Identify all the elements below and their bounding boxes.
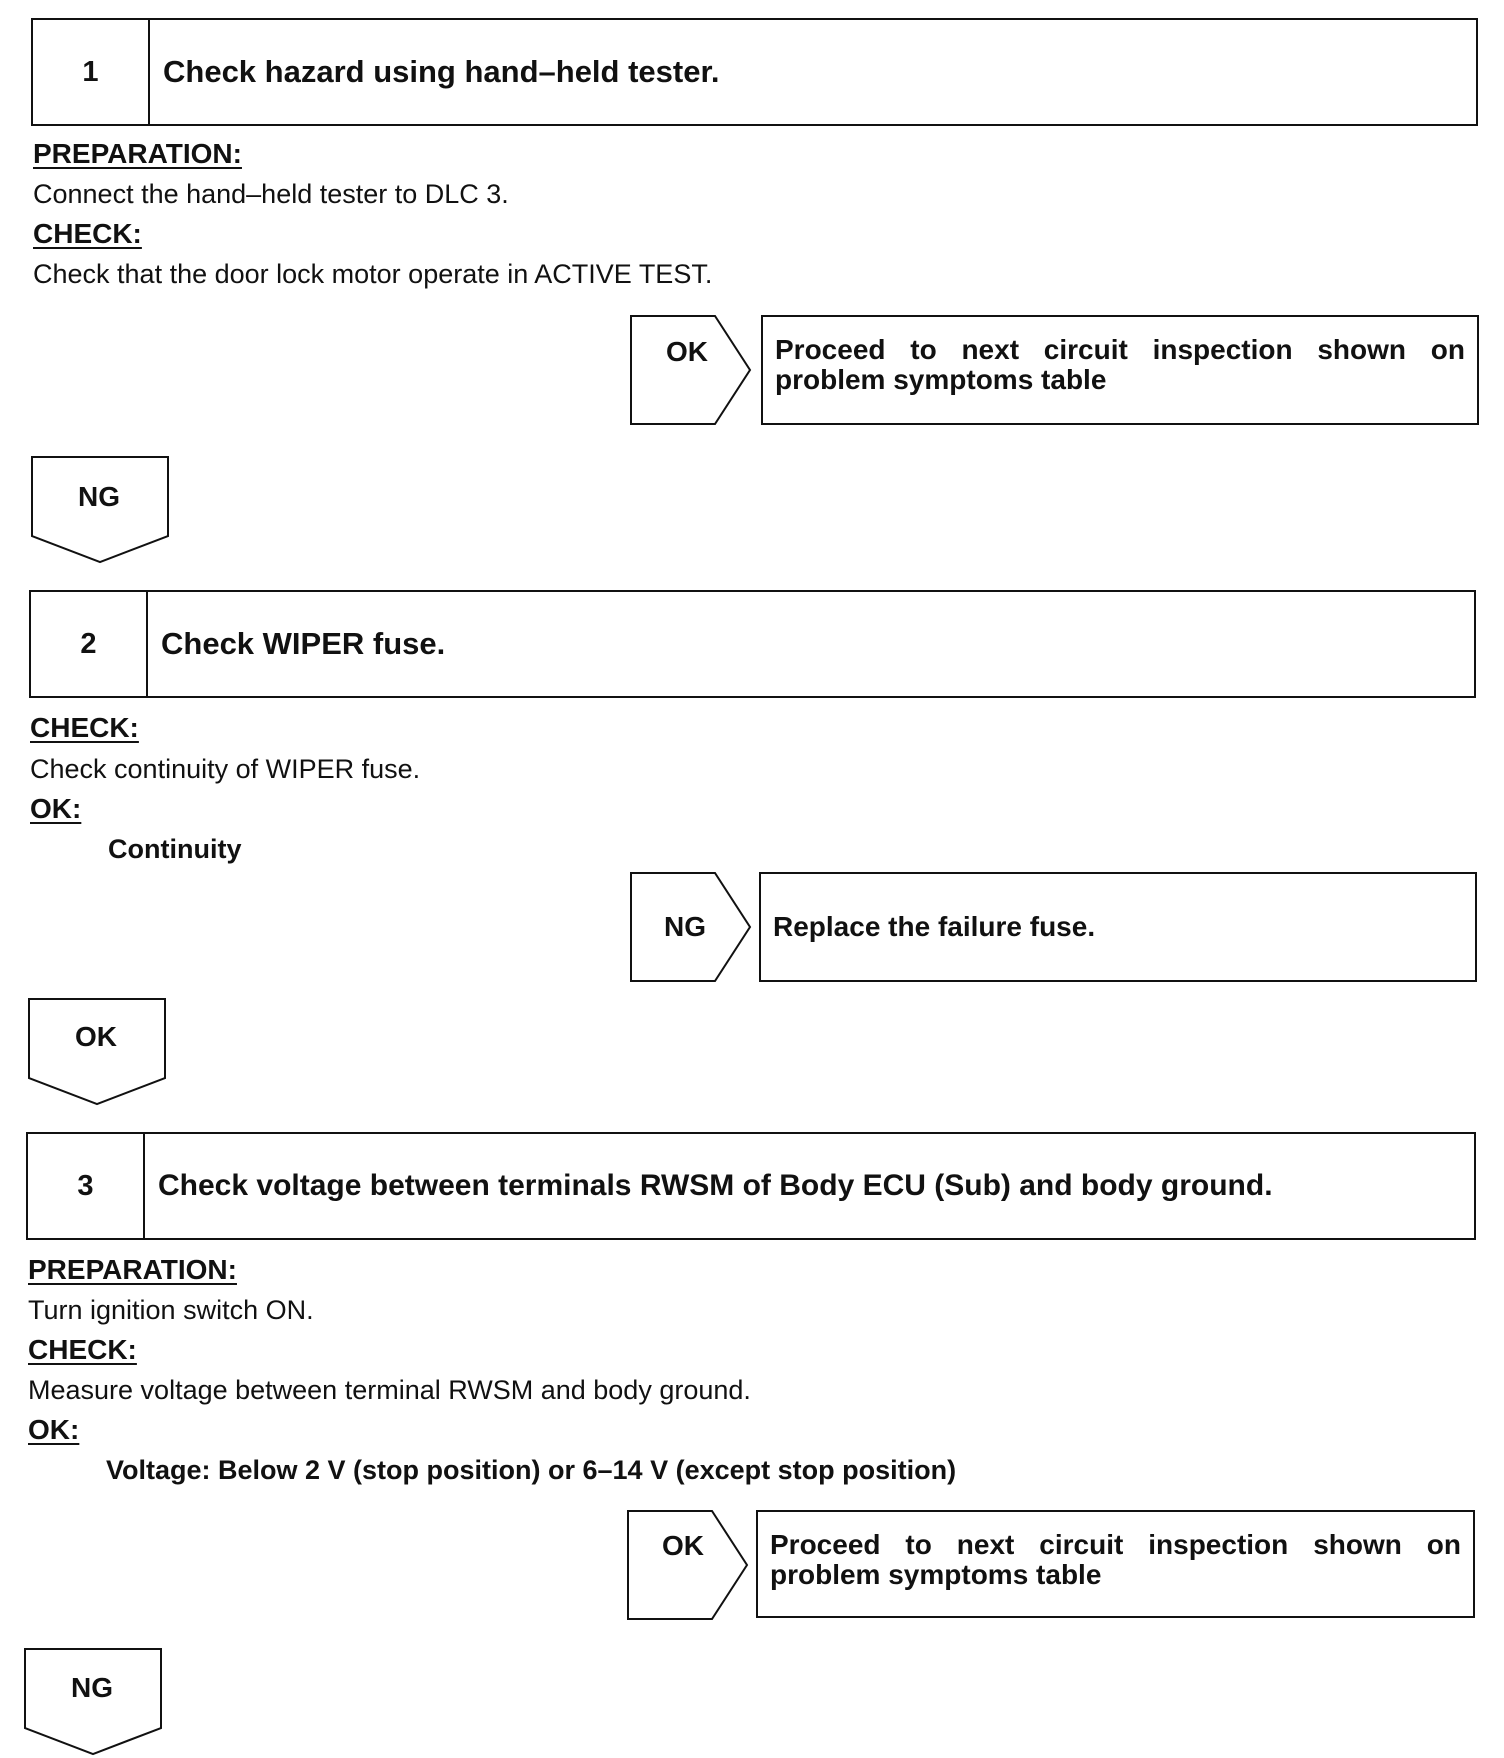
step-2-ok-heading: OK: <box>30 793 82 824</box>
step-1-check-text: Check that the door lock motor operate in ACTIVE TEST. <box>33 259 713 289</box>
step-3-continue-label: NG <box>71 1672 113 1703</box>
step-2-continue-arrow <box>28 998 168 1108</box>
step-3-preparation-heading: PREPARATION: <box>28 1254 237 1285</box>
step-1-continue-label: NG <box>78 481 120 512</box>
step-3-header <box>26 1132 1476 1240</box>
step-3-ok-heading: OK: <box>28 1414 80 1445</box>
step-2-number: 2 <box>31 592 148 696</box>
step-3-title: Check voltage between terminals RWSM of Body ECU (Sub) and body ground. <box>158 1169 1273 1202</box>
step-3-preparation-text: Turn ignition switch ON. <box>28 1295 314 1325</box>
step-3-result-label: OK <box>662 1530 704 1561</box>
step-2-ok-spec: Continuity <box>108 834 242 864</box>
step-1-result-arrow <box>630 315 752 425</box>
step-2-result-action: Replace the failure fuse. <box>759 872 1477 982</box>
step-2-header <box>29 590 1476 698</box>
step-3-number: 3 <box>28 1134 145 1238</box>
step-3-result-action: Proceed to next circuit inspection shown on problem symptoms table <box>756 1510 1475 1618</box>
step-2-result-label: NG <box>664 911 706 942</box>
step-1-header <box>31 18 1478 126</box>
step-2-title: Check WIPER fuse. <box>161 626 446 661</box>
step-1-check-heading: CHECK: <box>33 218 142 249</box>
step-3-check-heading: CHECK: <box>28 1334 137 1365</box>
step-2-continue-label: OK <box>75 1021 117 1052</box>
step-3-ok-spec: Voltage: Below 2 V (stop position) or 6–14 V (except stop position) <box>106 1455 957 1485</box>
step-2-check-heading: CHECK: <box>30 712 139 743</box>
step-2-check-text: Check continuity of WIPER fuse. <box>30 754 421 784</box>
step-1-number: 1 <box>33 20 150 124</box>
step-1-preparation-text: Connect the hand–held tester to DLC 3. <box>33 179 509 209</box>
step-3-result-arrow <box>627 1510 749 1620</box>
step-1-result-action: Proceed to next circuit inspection shown on problem symptoms table <box>761 315 1479 425</box>
step-1-result-label: OK <box>666 336 708 367</box>
step-1-preparation-heading: PREPARATION: <box>33 138 242 169</box>
step-3-check-text: Measure voltage between terminal RWSM and body ground. <box>28 1375 751 1405</box>
step-1-title: Check hazard using hand–held tester. <box>163 54 720 89</box>
